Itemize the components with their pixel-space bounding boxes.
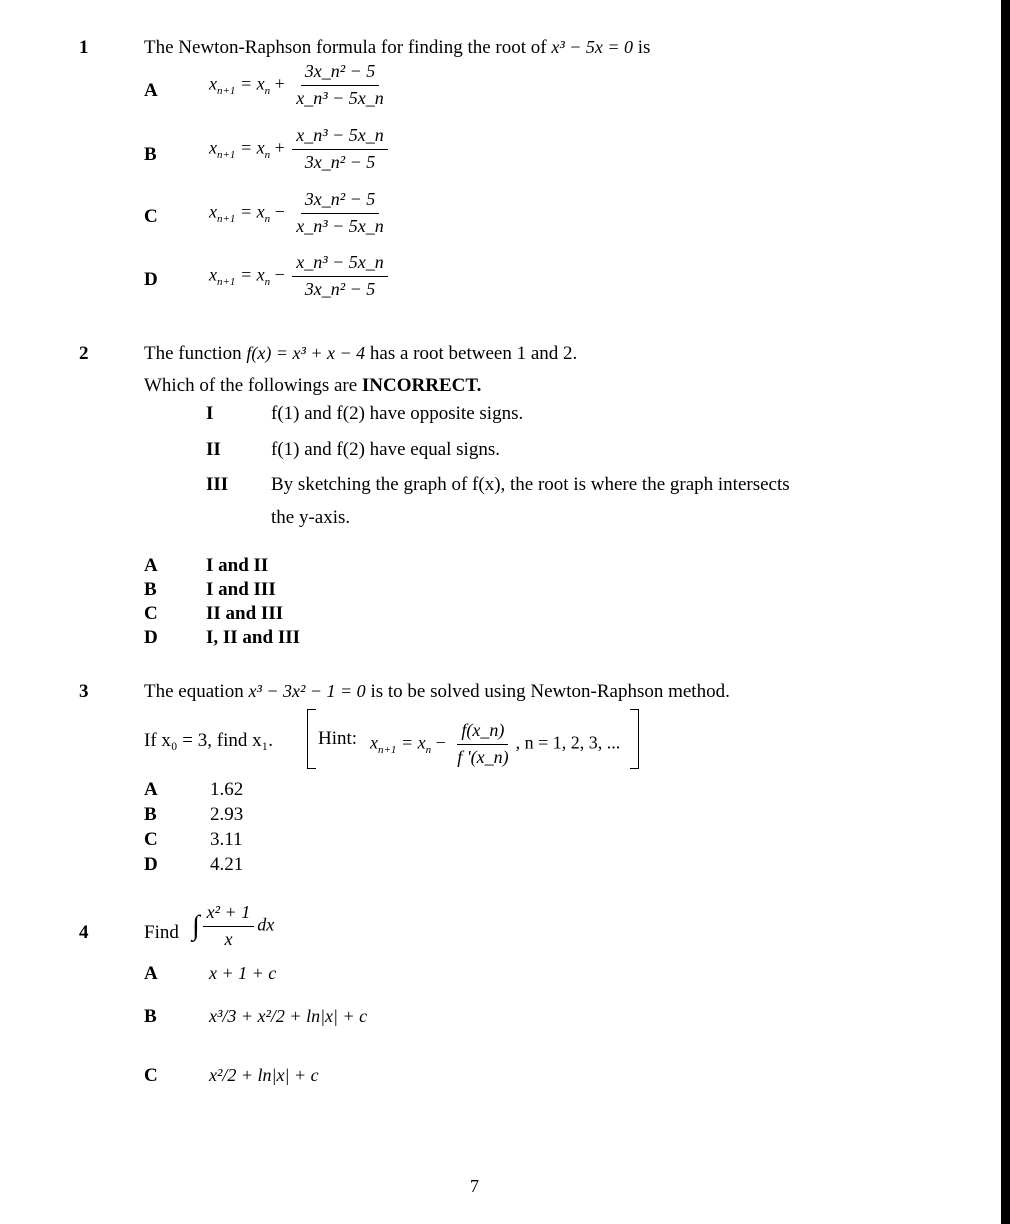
q3-option-letter: C [144, 829, 158, 850]
q1-stem: The Newton-Raphson formula for finding the root of x³ − 5x = 0 is [144, 37, 651, 58]
q2-roman: I [206, 403, 214, 424]
q3-number: 3 [79, 681, 89, 702]
q2-option-letter: A [144, 555, 158, 576]
q3-option-d[interactable]: 4.21 [210, 854, 244, 875]
q3-hint-formula: $x_{n+1} = x_n$ − $\frac{f(x\_n)}{f '(x\_n)}$ , n = 1, 2, 3, ... [370, 720, 621, 767]
q2-option-c[interactable]: II and III [206, 603, 284, 624]
q2-option-d[interactable]: I, II and III [206, 627, 300, 648]
q2-option-letter: D [144, 627, 158, 648]
q4-option-letter: B [144, 1006, 157, 1027]
q4-integral: ∫ $\frac{\text{x² + 1}}{x}$ dx [192, 902, 275, 949]
q1-option-letter: D [144, 269, 158, 290]
q2-stem: The function f(x) = x³ + x − 4 has a root between 1 and 2. [144, 343, 578, 364]
q3-option-letter: B [144, 804, 157, 825]
q1-option-a[interactable]: $x_{n+1} = x_n$ + $\frac{\text{3x\_n² − 5}}{\text{x\_n³ − 5x\_n}}$ [209, 61, 384, 108]
q3-option-c[interactable]: 3.11 [210, 829, 243, 850]
page-edge-bar [1001, 0, 1010, 1224]
q4-option-letter: A [144, 963, 158, 984]
q2-statement-iii: By sketching the graph of f(x), the root is where the graph intersects [271, 474, 790, 495]
q3-equation: x³ − 3x² − 1 = 0 [248, 681, 366, 701]
q1-equation: x³ − 5x = 0 [551, 37, 634, 57]
q1-option-letter: A [144, 80, 158, 101]
q2-roman: III [206, 474, 229, 495]
page-number: 7 [470, 1176, 479, 1196]
q4-option-c[interactable]: x²/2 + ln|x| + c [209, 1065, 319, 1085]
q2-number: 2 [79, 343, 89, 364]
q1-option-d[interactable]: $x_{n+1} = x_n$ − $\frac{\text{x\_n³ − 5x\_n}}{\text{3x\_n² − 5}}$ [209, 253, 391, 300]
q2-statement-i: f(1) and f(2) have opposite signs. [271, 403, 524, 424]
q2-function: f(x) = x³ + x − 4 [246, 343, 366, 363]
q1-option-c[interactable]: $x_{n+1} = x_n$ − $\frac{\text{3x\_n² − 5}}{\text{x\_n³ − 5x\_n}}$ [209, 189, 384, 236]
q1-option-b[interactable]: $x_{n+1} = x_n$ + $\frac{\text{x\_n³ − 5x\_n}}{\text{3x\_n² − 5}}$ [209, 126, 391, 173]
q4-option-letter: C [144, 1065, 158, 1086]
q2-option-b[interactable]: I and III [206, 579, 276, 600]
q3-hint-box [307, 709, 639, 769]
q3-stem: The equation x³ − 3x² − 1 = 0 is to be solved using Newton-Raphson method. [144, 681, 730, 702]
q2-option-letter: C [144, 603, 158, 624]
q2-statement-iii-line2: the y-axis. [271, 507, 351, 528]
q2-option-letter: B [144, 579, 157, 600]
q4-stem: Find [144, 922, 179, 943]
q2-option-a[interactable]: I and II [206, 555, 269, 576]
q3-option-b[interactable]: 2.93 [210, 804, 244, 825]
q2-roman: II [206, 439, 221, 460]
q4-number: 4 [79, 922, 89, 943]
q3-given: If x₀ = 3, find x₁. [144, 730, 273, 751]
q4-option-b[interactable]: x³/3 + x²/2 + ln|x| + c [209, 1006, 368, 1026]
q2-question: Which of the followings are INCORRECT. [144, 375, 482, 396]
q1-number: 1 [79, 37, 89, 58]
q2-statement-ii: f(1) and f(2) have equal signs. [271, 439, 500, 460]
q3-option-a[interactable]: 1.62 [210, 779, 244, 800]
q1-option-letter: C [144, 206, 158, 227]
q4-option-a[interactable]: x + 1 + c [209, 963, 277, 983]
q3-option-letter: D [144, 854, 158, 875]
q3-hint-label: Hint: [318, 728, 358, 749]
q3-option-letter: A [144, 779, 158, 800]
q1-option-letter: B [144, 144, 157, 165]
